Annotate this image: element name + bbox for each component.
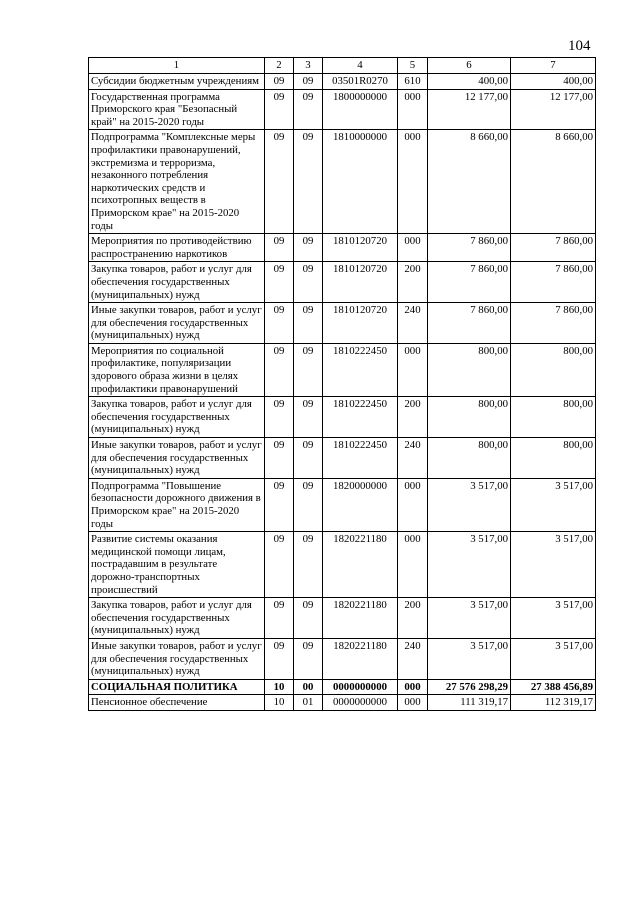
row-value-cell: 0000000000 bbox=[323, 695, 398, 711]
row-value-cell: 200 bbox=[398, 262, 428, 303]
row-name-cell: Подпрограмма "Повышение безопасности дорожного движения в Приморском крае" на 2015-2020 годы bbox=[89, 478, 265, 531]
row-value-cell: 1820221180 bbox=[323, 532, 398, 598]
row-value-cell: 09 bbox=[265, 478, 294, 531]
row-value-cell: 1820221180 bbox=[323, 638, 398, 679]
row-value-cell: 400,00 bbox=[428, 74, 511, 90]
row-value-cell: 27 576 298,29 bbox=[428, 679, 511, 695]
row-name-cell: Развитие системы оказания медицинской помощи лицам, пострадавшим в результате дорожно-транспортных происшествий bbox=[89, 532, 265, 598]
row-value-cell: 1810120720 bbox=[323, 303, 398, 344]
row-name-cell: Закупка товаров, работ и услуг для обеспечения государственных (муниципальных) нужд bbox=[89, 598, 265, 639]
row-value-cell: 000 bbox=[398, 532, 428, 598]
row-value-cell: 8 660,00 bbox=[428, 130, 511, 234]
row-value-cell: 10 bbox=[265, 679, 294, 695]
row-name-cell: Закупка товаров, работ и услуг для обеспечения государственных (муниципальных) нужд bbox=[89, 397, 265, 438]
row-value-cell: 1810120720 bbox=[323, 262, 398, 303]
row-value-cell: 09 bbox=[265, 262, 294, 303]
table-row bbox=[89, 438, 596, 479]
row-name-cell: Мероприятия по противодействию распространению наркотиков bbox=[89, 234, 265, 262]
row-value-cell: 3 517,00 bbox=[428, 638, 511, 679]
row-value-cell: 7 860,00 bbox=[428, 234, 511, 262]
table-row bbox=[89, 695, 596, 711]
table-row bbox=[89, 598, 596, 639]
row-value-cell: 200 bbox=[398, 397, 428, 438]
row-value-cell: 7 860,00 bbox=[511, 234, 596, 262]
row-value-cell: 112 319,17 bbox=[511, 695, 596, 711]
row-value-cell: 09 bbox=[294, 303, 323, 344]
row-value-cell: 7 860,00 bbox=[511, 262, 596, 303]
row-value-cell: 3 517,00 bbox=[511, 598, 596, 639]
header-cell: 7 bbox=[511, 58, 596, 74]
row-name-cell: Закупка товаров, работ и услуг для обеспечения государственных (муниципальных) нужд bbox=[89, 262, 265, 303]
row-value-cell: 09 bbox=[294, 397, 323, 438]
row-value-cell: 0000000000 bbox=[323, 679, 398, 695]
row-value-cell: 800,00 bbox=[428, 438, 511, 479]
table-row bbox=[89, 74, 596, 90]
row-value-cell: 800,00 bbox=[428, 343, 511, 396]
row-value-cell: 09 bbox=[265, 397, 294, 438]
row-value-cell: 27 388 456,89 bbox=[511, 679, 596, 695]
row-value-cell: 12 177,00 bbox=[511, 89, 596, 130]
table-row bbox=[89, 679, 596, 695]
row-value-cell: 000 bbox=[398, 130, 428, 234]
row-value-cell: 09 bbox=[265, 130, 294, 234]
row-value-cell: 09 bbox=[294, 438, 323, 479]
row-value-cell: 00 bbox=[294, 679, 323, 695]
row-value-cell: 09 bbox=[265, 532, 294, 598]
row-value-cell: 240 bbox=[398, 638, 428, 679]
row-value-cell: 09 bbox=[294, 598, 323, 639]
row-value-cell: 09 bbox=[294, 89, 323, 130]
row-value-cell: 000 bbox=[398, 89, 428, 130]
row-value-cell: 09 bbox=[294, 532, 323, 598]
table-row bbox=[89, 638, 596, 679]
table-row bbox=[89, 130, 596, 234]
table-row bbox=[89, 89, 596, 130]
header-cell: 5 bbox=[398, 58, 428, 74]
row-name-cell: Субсидии бюджетным учреждениям bbox=[89, 74, 265, 90]
row-value-cell: 7 860,00 bbox=[511, 303, 596, 344]
table-row bbox=[89, 478, 596, 531]
row-value-cell: 000 bbox=[398, 343, 428, 396]
row-name-cell: Иные закупки товаров, работ и услуг для обеспечения государственных (муниципальных) нужд bbox=[89, 638, 265, 679]
row-value-cell: 7 860,00 bbox=[428, 303, 511, 344]
page-number: 104 bbox=[568, 38, 591, 54]
row-value-cell: 3 517,00 bbox=[428, 532, 511, 598]
row-value-cell: 8 660,00 bbox=[511, 130, 596, 234]
table-body bbox=[89, 74, 596, 711]
row-value-cell: 09 bbox=[294, 262, 323, 303]
row-value-cell: 09 bbox=[294, 478, 323, 531]
row-value-cell: 000 bbox=[398, 679, 428, 695]
row-value-cell: 800,00 bbox=[428, 397, 511, 438]
row-value-cell: 800,00 bbox=[511, 343, 596, 396]
row-value-cell: 3 517,00 bbox=[511, 478, 596, 531]
table-row bbox=[89, 397, 596, 438]
row-value-cell: 1800000000 bbox=[323, 89, 398, 130]
row-value-cell: 3 517,00 bbox=[511, 638, 596, 679]
row-value-cell: 09 bbox=[294, 343, 323, 396]
row-value-cell: 3 517,00 bbox=[428, 478, 511, 531]
row-value-cell: 800,00 bbox=[511, 438, 596, 479]
row-value-cell: 09 bbox=[294, 130, 323, 234]
row-value-cell: 3 517,00 bbox=[428, 598, 511, 639]
row-value-cell: 1810222450 bbox=[323, 397, 398, 438]
row-name-cell: Подпрограмма "Комплексные меры профилактики правонарушений, экстремизма и терроризма, незаконного потребления наркотических средств и психотропных веществ в Приморском крае" на 2015-2020 годы bbox=[89, 130, 265, 234]
row-value-cell: 09 bbox=[265, 638, 294, 679]
row-value-cell: 01 bbox=[294, 695, 323, 711]
table-row bbox=[89, 262, 596, 303]
row-value-cell: 1810222450 bbox=[323, 438, 398, 479]
row-name-cell: Иные закупки товаров, работ и услуг для обеспечения государственных (муниципальных) нужд bbox=[89, 438, 265, 479]
row-value-cell: 7 860,00 bbox=[428, 262, 511, 303]
table-row bbox=[89, 303, 596, 344]
row-value-cell: 03501R0270 bbox=[323, 74, 398, 90]
row-value-cell: 240 bbox=[398, 438, 428, 479]
row-value-cell: 3 517,00 bbox=[511, 532, 596, 598]
row-value-cell: 1810120720 bbox=[323, 234, 398, 262]
row-value-cell: 09 bbox=[265, 598, 294, 639]
header-cell: 4 bbox=[323, 58, 398, 74]
header-cell: 6 bbox=[428, 58, 511, 74]
row-value-cell: 111 319,17 bbox=[428, 695, 511, 711]
row-value-cell: 240 bbox=[398, 303, 428, 344]
row-value-cell: 1820221180 bbox=[323, 598, 398, 639]
row-value-cell: 610 bbox=[398, 74, 428, 90]
row-value-cell: 09 bbox=[294, 638, 323, 679]
row-value-cell: 09 bbox=[265, 343, 294, 396]
budget-table bbox=[88, 57, 596, 711]
row-value-cell: 400,00 bbox=[511, 74, 596, 90]
row-value-cell: 09 bbox=[265, 89, 294, 130]
row-value-cell: 09 bbox=[265, 234, 294, 262]
row-value-cell: 09 bbox=[294, 234, 323, 262]
header-cell: 3 bbox=[294, 58, 323, 74]
row-value-cell: 1810222450 bbox=[323, 343, 398, 396]
row-value-cell: 1810000000 bbox=[323, 130, 398, 234]
row-value-cell: 12 177,00 bbox=[428, 89, 511, 130]
row-value-cell: 000 bbox=[398, 234, 428, 262]
row-value-cell: 800,00 bbox=[511, 397, 596, 438]
header-cell: 2 bbox=[265, 58, 294, 74]
header-cell: 1 bbox=[89, 58, 265, 74]
row-name-cell: Пенсионное обеспечение bbox=[89, 695, 265, 711]
row-value-cell: 09 bbox=[294, 74, 323, 90]
table-row bbox=[89, 343, 596, 396]
row-name-cell: Государственная программа Приморского края "Безопасный край" на 2015-2020 годы bbox=[89, 89, 265, 130]
table-row bbox=[89, 532, 596, 598]
row-name-cell: Мероприятия по социальной профилактике, популяризации здорового образа жизни в целях профилактики правонарушений bbox=[89, 343, 265, 396]
row-value-cell: 09 bbox=[265, 74, 294, 90]
row-name-cell: Иные закупки товаров, работ и услуг для обеспечения государственных (муниципальных) нужд bbox=[89, 303, 265, 344]
row-value-cell: 000 bbox=[398, 695, 428, 711]
row-name-cell: СОЦИАЛЬНАЯ ПОЛИТИКА bbox=[89, 679, 265, 695]
row-value-cell: 09 bbox=[265, 438, 294, 479]
row-value-cell: 000 bbox=[398, 478, 428, 531]
row-value-cell: 10 bbox=[265, 695, 294, 711]
row-value-cell: 200 bbox=[398, 598, 428, 639]
header-row bbox=[89, 58, 596, 74]
table-row bbox=[89, 234, 596, 262]
row-value-cell: 09 bbox=[265, 303, 294, 344]
row-value-cell: 1820000000 bbox=[323, 478, 398, 531]
